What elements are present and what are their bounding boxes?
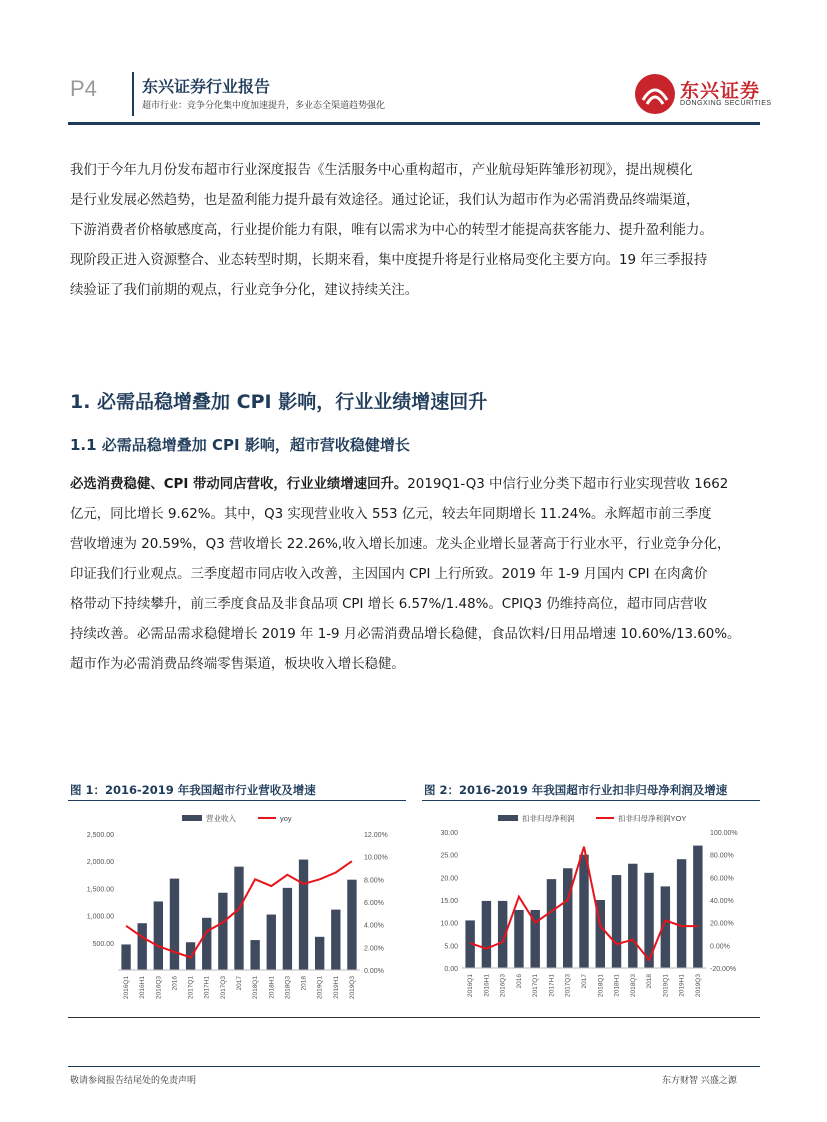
intro-line: 下游消费者价格敏感度高，行业提价能力有限，唯有以需求为中心的转型才能提高获客能力、提升盈利能力。 [70, 223, 713, 238]
left-axis-tick-label: 0.00 [444, 966, 458, 973]
intro-paragraph [70, 156, 760, 306]
intro-line: 现阶段正进入资源整合、业态转型时期，长期来看，集中度提升将是行业格局变化主要方向。19 年三季报持 [70, 253, 708, 268]
x-axis-tick-label: 2016 [515, 974, 523, 989]
left-axis-tick-label: 25.00 [440, 852, 458, 860]
x-axis-tick-label: 2019H1 [332, 976, 340, 999]
right-axis-tick-label: 8.00% [364, 877, 384, 885]
body-line: 印证我们行业观点。三季度超市同店收入改善，主因国内 CPI 上行所致。2019 年 1-9 月国内 CPI 在肉禽价 [70, 567, 708, 582]
right-axis-tick-label: 80.00% [710, 852, 734, 860]
right-axis-tick-label: -20.00% [710, 966, 737, 973]
report-subtitle: 超市行业：竞争分化集中度加速提升，多业态全渠道趋势强化 [142, 101, 386, 111]
body-line: 营收增速为 20.59%，Q3 营收增长 22.26%,收入增长加速。龙头企业增长显著高于行业水平，行业竞争分化， [70, 537, 731, 552]
bar [202, 918, 211, 970]
x-axis-tick-label: 2017Q1 [532, 974, 540, 998]
legend-label: 扣非归母净利润 [522, 814, 575, 823]
body-line: 格带动下持续攀升，前三季度食品及非食品项 CPI 增长 6.57%/1.48%。CPIQ3 仍维持高位，超市同店营收 [70, 597, 708, 612]
x-axis-tick-label: 2018Q3 [629, 974, 637, 998]
subsection-heading: 1.1 必需品稳增叠加 CPI 影响，超市营收稳健增长 [70, 436, 410, 454]
x-axis-tick-label: 2016H1 [139, 976, 147, 999]
figures-bottom-rule [68, 1017, 760, 1018]
bar [154, 901, 163, 970]
x-axis-tick-label: 2016Q1 [123, 976, 131, 1000]
x-axis-tick-label: 2017Q1 [187, 976, 195, 1000]
right-axis-tick-label: 10.00% [364, 854, 388, 862]
body-line: 亿元，同比增长 9.62%。其中，Q3 实现营业收入 553 亿元，较去年同期增长 11.24%。永辉超市前三季度 [70, 507, 712, 522]
brand-name-english: DONGXING SECURITIES [680, 100, 772, 107]
bar [693, 846, 702, 968]
left-axis-tick-label: 2,000.00 [86, 859, 114, 867]
x-axis-tick-label: 2018H1 [268, 976, 276, 999]
section-heading: 1. 必需品稳增叠加 CPI 影响，行业业绩增速回升 [70, 391, 488, 413]
x-axis-tick-label: 2016H1 [483, 974, 491, 997]
legend-swatch-bar [182, 815, 202, 821]
bar [299, 860, 308, 970]
bar [677, 859, 686, 968]
legend-label: yoy [280, 814, 292, 823]
left-axis-tick-label: 5.00 [444, 943, 458, 951]
x-axis-tick-label: 2019Q1 [316, 976, 324, 1000]
x-axis-tick-label: 2018Q3 [284, 976, 292, 1000]
body-line: 2019Q1-Q3 中信行业分类下超市行业实现营收 1662 [407, 477, 729, 492]
left-axis-tick-label: 10.00 [440, 920, 458, 928]
bar [250, 940, 259, 970]
x-axis-tick-label: 2019Q3 [348, 976, 356, 1000]
right-axis-tick-label: 2.00% [364, 945, 384, 953]
figure-1-rule [68, 800, 406, 801]
x-axis-tick-label: 2017 [581, 974, 588, 989]
x-axis-tick-label: 2018H1 [613, 974, 621, 997]
chart-legend [498, 813, 686, 823]
report-title: 东兴证券行业报告 [142, 77, 271, 96]
right-axis-tick-label: 60.00% [710, 875, 734, 883]
brand-logo-icon [635, 74, 675, 114]
intro-line: 是行业发展必然趋势，也是盈利能力提升最有效途径。通过论证，我们认为超市作为必需消费品终端渠道， [70, 193, 700, 208]
figure-2-rule [422, 800, 760, 801]
bar [283, 888, 292, 970]
x-axis-tick-label: 2016Q1 [467, 974, 475, 998]
x-axis-tick-label: 2017Q3 [564, 974, 572, 998]
left-axis-tick-label: 20.00 [440, 875, 458, 883]
right-axis-tick-label: 20.00% [710, 920, 734, 928]
bar [234, 867, 243, 970]
x-axis-tick-label: 2018 [300, 976, 308, 991]
x-axis-tick-label: 2018Q1 [597, 974, 605, 998]
right-axis-tick-label: 100.00% [710, 830, 738, 837]
left-axis-tick-label: 1,000.00 [86, 913, 114, 921]
x-axis-tick-label: 2017 [236, 976, 243, 991]
brand-name: 东兴证券 [680, 80, 761, 102]
legend-label: 营业收入 [206, 814, 236, 823]
bar [138, 923, 147, 970]
bar [482, 901, 491, 968]
bar [612, 875, 621, 968]
header-rule [68, 122, 760, 125]
right-axis-tick-label: 0.00% [364, 968, 384, 975]
right-axis-tick-label: 6.00% [364, 900, 384, 907]
x-axis-tick-label: 2016Q3 [499, 974, 507, 998]
header-divider [132, 72, 134, 116]
bar [347, 880, 356, 970]
footer-disclaimer: 敬请参阅报告结尾处的免责声明 [70, 1076, 197, 1086]
left-axis-tick-label: 500.00 [92, 940, 114, 948]
body-paragraph [70, 470, 760, 680]
bar [514, 910, 523, 968]
left-axis-tick-label: 2,500.00 [86, 832, 114, 839]
bar [267, 915, 276, 970]
body-lead: 必选消费稳健、CPI 带动同店营收，行业业绩增速回升。 [70, 477, 408, 492]
figure-2-caption: 图 2：2016-2019 年我国超市行业扣非归母净利润及增速 [424, 783, 728, 797]
bar [563, 868, 572, 968]
figure-1-caption: 图 1：2016-2019 年我国超市行业营收及增速 [70, 783, 316, 797]
bar [315, 937, 324, 970]
page-number: P4 [70, 76, 97, 101]
chart-legend [182, 813, 292, 823]
figure-1-chart [70, 806, 406, 1014]
bar [331, 910, 340, 970]
left-axis-tick-label: 1,500.00 [86, 886, 114, 894]
x-axis-tick-label: 2019Q3 [694, 974, 702, 998]
x-axis-tick-label: 2019Q1 [662, 974, 670, 998]
bar [579, 855, 588, 968]
bar [628, 864, 637, 968]
legend-label: 扣非归母净利润YOY [618, 814, 687, 823]
bar [170, 879, 179, 970]
x-axis-tick-label: 2017H1 [548, 974, 556, 997]
x-axis-tick-label: 2017H1 [203, 976, 211, 999]
legend-swatch-bar [498, 815, 518, 821]
left-axis-tick-label: 30.00 [440, 830, 458, 837]
right-axis-tick-label: 0.00% [710, 943, 730, 951]
body-line: 超市作为必需消费品终端零售渠道，板块收入增长稳健。 [70, 657, 405, 672]
x-axis-tick-label: 2018 [646, 974, 654, 989]
right-axis-tick-label: 12.00% [364, 832, 388, 839]
x-axis-tick-label: 2016 [171, 976, 179, 991]
right-axis-tick-label: 4.00% [364, 922, 384, 930]
left-axis-tick-label: 15.00 [440, 898, 458, 905]
right-axis-tick-label: 40.00% [710, 898, 734, 905]
body-line: 持续改善。必需品需求稳健增长 2019 年 1-9 月必需消费品增长稳健，食品饮料/日用品增速 10.60%/13.60%。 [70, 627, 741, 642]
footer-rule [68, 1066, 760, 1067]
bar [218, 893, 227, 970]
intro-line: 续验证了我们前期的观点，行业竞争分化，建议持续关注。 [70, 283, 419, 298]
bar [121, 944, 130, 970]
footer-slogan: 东方财智 兴盛之源 [662, 1076, 737, 1086]
intro-line: 我们于今年九月份发布超市行业深度报告《生活服务中心重构超市，产业航母矩阵雏形初现》，提出规模化 [70, 163, 693, 178]
x-axis-tick-label: 2017Q3 [219, 976, 227, 1000]
bar [547, 879, 556, 968]
x-axis-tick-label: 2016Q3 [155, 976, 163, 1000]
x-axis-tick-label: 2018Q1 [252, 976, 260, 1000]
x-axis-tick-label: 2019H1 [678, 974, 686, 997]
figure-2-chart [424, 806, 760, 1014]
